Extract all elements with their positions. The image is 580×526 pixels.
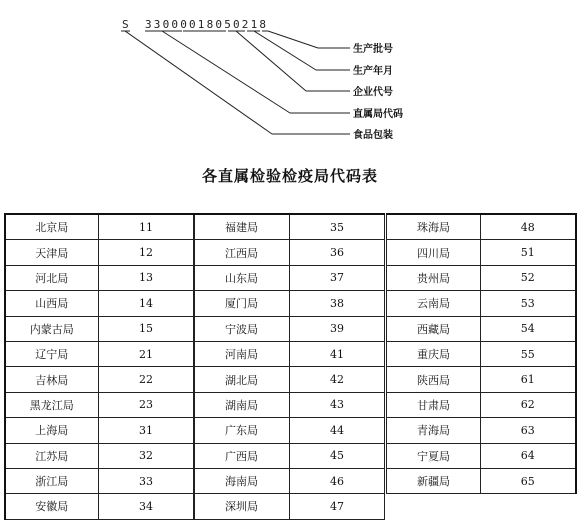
- table-row: [5, 214, 194, 240]
- bureau-code-cell: 47: [290, 494, 385, 519]
- bureau-name-cell: [387, 494, 481, 519]
- table-row: [387, 214, 576, 240]
- bureau-code-cell: 64: [481, 443, 576, 468]
- code-digit: 5: [224, 18, 231, 31]
- leader-lines: [121, 31, 350, 134]
- label-food-packaging: 食品包装: [353, 130, 393, 141]
- table-row: [5, 418, 194, 443]
- code-digit: 3: [153, 18, 161, 31]
- table-row: [387, 418, 576, 443]
- code-digit: 1: [250, 18, 258, 31]
- code-digit: 2: [241, 18, 249, 31]
- table-row: [194, 367, 385, 392]
- table-row: [387, 240, 576, 265]
- bureau-code-cell: 12: [98, 240, 194, 265]
- table-row: [194, 494, 385, 519]
- code-digit: 0: [180, 18, 187, 31]
- table-row: [5, 392, 194, 417]
- bureau-name-cell: 四川局: [387, 240, 481, 265]
- bureau-code-cell: 38: [290, 291, 385, 316]
- bureau-name-cell: 西藏局: [387, 316, 481, 341]
- bureau-name-cell: 内蒙古局: [5, 316, 98, 341]
- table-row: [5, 316, 194, 341]
- bureau-name-cell: 青海局: [387, 418, 481, 443]
- bureau-name-cell: 辽宁局: [5, 341, 98, 366]
- bureau-name-cell: 珠海局: [387, 214, 481, 240]
- code-table-middle: [193, 213, 385, 520]
- table-row: [5, 240, 194, 265]
- bureau-code-cell: 52: [481, 265, 576, 290]
- bureau-name-cell: 宁波局: [194, 316, 290, 341]
- bureau-code-cell: 41: [290, 341, 385, 366]
- bureau-code-cell: 44: [290, 418, 385, 443]
- bureau-name-cell: 甘肃局: [387, 392, 481, 417]
- label-bureau-code: 直属局代码: [353, 109, 403, 120]
- bureau-name-cell: 宁夏局: [387, 443, 481, 468]
- code-digit: 0: [189, 18, 196, 31]
- table-row: [387, 443, 576, 468]
- bureau-code-cell: 54: [481, 316, 576, 341]
- bureau-name-cell: 浙江局: [5, 468, 98, 493]
- bureau-code-cell: 15: [98, 316, 194, 341]
- code-digit: 3: [145, 18, 152, 31]
- table-row: [5, 291, 194, 316]
- bureau-code-cell: 32: [98, 443, 194, 468]
- table-row: [194, 316, 385, 341]
- table-row: [387, 265, 576, 290]
- bureau-name-cell: 湖北局: [194, 367, 290, 392]
- code-digits: [145, 18, 266, 31]
- bureau-code-cell: 45: [290, 443, 385, 468]
- bureau-code-cell: 23: [98, 392, 194, 417]
- table-row: [194, 468, 385, 493]
- bureau-code-cell: 11: [98, 214, 194, 240]
- bureau-name-cell: 山东局: [194, 265, 290, 290]
- table-row: [387, 367, 576, 392]
- table-row: [387, 341, 576, 366]
- bureau-name-cell: 湖南局: [194, 392, 290, 417]
- table-row: [5, 468, 194, 493]
- bureau-code-cell: 33: [98, 468, 194, 493]
- code-prefix: S: [122, 18, 129, 31]
- bureau-name-cell: 天津局: [5, 240, 98, 265]
- bureau-name-cell: 深圳局: [194, 494, 290, 519]
- bureau-code-cell: 63: [481, 418, 576, 443]
- table-row: [194, 240, 385, 265]
- bureau-code-cell: 39: [290, 316, 385, 341]
- bureau-name-cell: 安徽局: [5, 494, 98, 519]
- label-production-month: 生产年月: [353, 66, 393, 77]
- code-digit: 0: [171, 18, 179, 31]
- bureau-code-cell: 31: [98, 418, 194, 443]
- bureau-code-cell: 43: [290, 392, 385, 417]
- bureau-name-cell: 厦门局: [194, 291, 290, 316]
- bureau-name-cell: 河北局: [5, 265, 98, 290]
- table-row: [194, 392, 385, 417]
- table-row: [387, 468, 576, 493]
- bureau-name-cell: 广西局: [194, 443, 290, 468]
- table-row: [387, 316, 576, 341]
- bureau-name-cell: 黑龙江局: [5, 392, 98, 417]
- label-batch-number: 生产批号: [353, 44, 393, 55]
- bureau-code-cell: 46: [290, 468, 385, 493]
- bureau-code-cell: 34: [98, 494, 194, 519]
- bureau-code-cell: 53: [481, 291, 576, 316]
- table-row: [194, 214, 385, 240]
- table-row: [194, 418, 385, 443]
- table-row: [5, 443, 194, 468]
- label-enterprise-code: 企业代号: [353, 87, 393, 98]
- page-title: 各直属检验检疫局代码表: [201, 167, 378, 185]
- code-structure-diagram: [0, 0, 580, 150]
- code-digit: 8: [259, 18, 267, 31]
- code-table-right: [386, 213, 577, 519]
- code-digit: 0: [162, 18, 170, 31]
- bureau-code-cell: 35: [290, 214, 385, 240]
- table-row: [5, 494, 194, 519]
- bureau-name-cell: 吉林局: [5, 367, 98, 392]
- bureau-name-cell: 新疆局: [387, 468, 481, 493]
- bureau-name-cell: 山西局: [5, 291, 98, 316]
- bureau-code-cell: 13: [98, 265, 194, 290]
- bureau-code-cell: 61: [481, 367, 576, 392]
- bureau-name-cell: 北京局: [5, 214, 98, 240]
- table-row: [387, 291, 576, 316]
- bureau-code-cell: 42: [290, 367, 385, 392]
- bureau-code-cell: 21: [98, 341, 194, 366]
- bureau-name-cell: 江苏局: [5, 443, 98, 468]
- table-row: [5, 367, 194, 392]
- table-row: [194, 341, 385, 366]
- table-row: [387, 392, 576, 417]
- bureau-name-cell: 上海局: [5, 418, 98, 443]
- bureau-code-cell: 51: [481, 240, 576, 265]
- code-digit: 0: [233, 18, 240, 31]
- bureau-name-cell: 云南局: [387, 291, 481, 316]
- bureau-code-cell: 37: [290, 265, 385, 290]
- bureau-name-cell: 河南局: [194, 341, 290, 366]
- bureau-name-cell: 广东局: [194, 418, 290, 443]
- bureau-name-cell: 贵州局: [387, 265, 481, 290]
- bureau-code-cell: 14: [98, 291, 194, 316]
- code-digit: 0: [215, 18, 223, 31]
- bureau-name-cell: 江西局: [194, 240, 290, 265]
- bureau-name-cell: 陕西局: [387, 367, 481, 392]
- bureau-code-cell: 65: [481, 468, 576, 493]
- code-table-left: [4, 213, 195, 520]
- bureau-code-cell: 62: [481, 392, 576, 417]
- bureau-code-cell: 36: [290, 240, 385, 265]
- code-digit: 1: [197, 18, 205, 31]
- table-row: [194, 265, 385, 290]
- table-row: [5, 341, 194, 366]
- bureau-name-cell: 重庆局: [387, 341, 481, 366]
- table-row: [5, 265, 194, 290]
- bureau-code-cell: 48: [481, 214, 576, 240]
- table-row: [194, 291, 385, 316]
- bureau-code-cell: 55: [481, 341, 576, 366]
- bureau-name-cell: 海南局: [194, 468, 290, 493]
- table-row: [194, 443, 385, 468]
- bureau-code-cell: [481, 494, 576, 519]
- bureau-name-cell: 福建局: [194, 214, 290, 240]
- table-row: [387, 494, 576, 519]
- bureau-code-cell: 22: [98, 367, 194, 392]
- code-digit: 8: [206, 18, 214, 31]
